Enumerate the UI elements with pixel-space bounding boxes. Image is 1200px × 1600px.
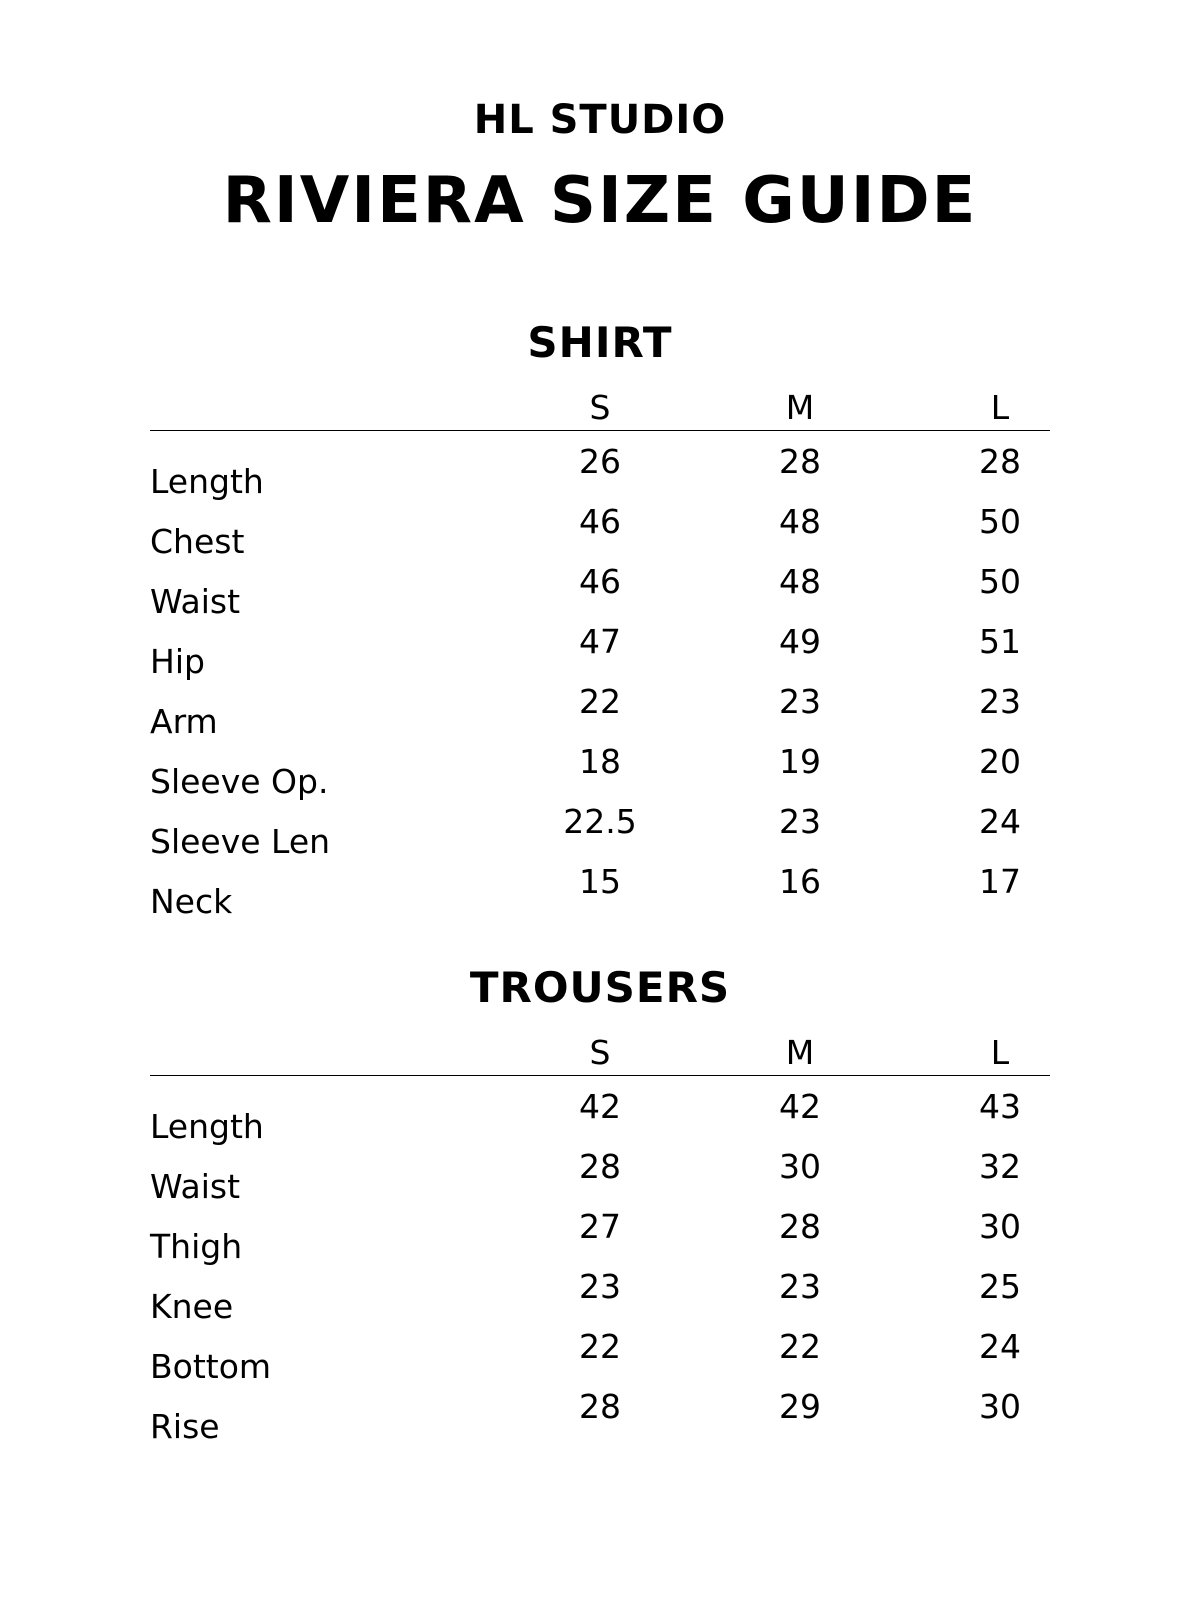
cell-s: 22.5 — [563, 802, 637, 841]
cell-s: 15 — [579, 862, 621, 901]
shirt-size-header-l: L — [990, 388, 1010, 427]
shirt-size-header-s: S — [589, 388, 611, 427]
cell-m: 48 — [779, 562, 821, 601]
cell-s: 42 — [579, 1087, 621, 1126]
row-label: Sleeve Op. — [150, 762, 329, 801]
table-row — [150, 1147, 1050, 1207]
cell-s: 28 — [579, 1147, 621, 1186]
cell-m: 30 — [779, 1147, 821, 1186]
table-row — [150, 1207, 1050, 1267]
row-label: Knee — [150, 1287, 234, 1326]
cell-s: 46 — [579, 562, 621, 601]
table-row — [150, 622, 1050, 682]
trousers-heading: TROUSERS — [469, 963, 731, 1012]
page-title: RIVIERA SIZE GUIDE — [222, 164, 978, 238]
cell-s: 26 — [579, 442, 621, 481]
cell-m: 49 — [779, 622, 821, 661]
row-label: Chest — [150, 522, 245, 561]
trousers-size-header-l: L — [990, 1033, 1010, 1072]
cell-s: 23 — [579, 1267, 621, 1306]
cell-l: 24 — [979, 1327, 1021, 1366]
row-label: Thigh — [150, 1227, 243, 1266]
row-label: Length — [150, 462, 264, 501]
table-row — [150, 502, 1050, 562]
shirt-heading: SHIRT — [527, 318, 673, 367]
row-label: Waist — [150, 582, 241, 621]
table-row — [150, 802, 1050, 862]
cell-m: 16 — [779, 862, 821, 901]
table-row — [150, 1267, 1050, 1327]
trousers-size-header-s: S — [589, 1033, 611, 1072]
table-row — [150, 442, 1050, 502]
cell-s: 46 — [579, 502, 621, 541]
row-label: Arm — [150, 702, 218, 741]
table-row — [150, 682, 1050, 742]
cell-l: 24 — [979, 802, 1021, 841]
cell-m: 28 — [779, 442, 821, 481]
cell-m: 23 — [779, 802, 821, 841]
row-label: Sleeve Len — [150, 822, 331, 861]
table-row — [150, 562, 1050, 622]
cell-l: 30 — [979, 1387, 1021, 1426]
row-label: Neck — [150, 882, 233, 921]
cell-s: 27 — [579, 1207, 621, 1246]
cell-l: 23 — [979, 682, 1021, 721]
cell-m: 48 — [779, 502, 821, 541]
cell-s: 18 — [579, 742, 621, 781]
cell-s: 28 — [579, 1387, 621, 1426]
cell-l: 20 — [979, 742, 1021, 781]
table-row — [150, 1087, 1050, 1147]
cell-m: 22 — [779, 1327, 821, 1366]
row-label: Length — [150, 1107, 264, 1146]
cell-m: 23 — [779, 1267, 821, 1306]
cell-m: 19 — [779, 742, 821, 781]
cell-l: 50 — [979, 502, 1021, 541]
cell-l: 51 — [979, 622, 1021, 661]
table-row — [150, 862, 1050, 922]
cell-m: 28 — [779, 1207, 821, 1246]
table-row — [150, 1327, 1050, 1387]
cell-l: 17 — [979, 862, 1021, 901]
cell-l: 43 — [979, 1087, 1021, 1126]
cell-m: 29 — [779, 1387, 821, 1426]
row-label: Bottom — [150, 1347, 272, 1386]
cell-s: 47 — [579, 622, 621, 661]
table-row — [150, 742, 1050, 802]
row-label: Rise — [150, 1407, 220, 1446]
shirt-size-header-m: M — [785, 388, 815, 427]
row-label: Waist — [150, 1167, 241, 1206]
shirt-rows — [150, 442, 1050, 922]
cell-l: 25 — [979, 1267, 1021, 1306]
cell-l: 50 — [979, 562, 1021, 601]
cell-s: 22 — [579, 1327, 621, 1366]
cell-m: 23 — [779, 682, 821, 721]
trousers-header-divider — [150, 1075, 1050, 1076]
shirt-header-divider — [150, 430, 1050, 431]
cell-l: 28 — [979, 442, 1021, 481]
brand-name: HL STUDIO — [473, 97, 727, 143]
trousers-rows — [150, 1087, 1050, 1447]
cell-l: 30 — [979, 1207, 1021, 1246]
cell-l: 32 — [979, 1147, 1021, 1186]
trousers-size-header-m: M — [785, 1033, 815, 1072]
cell-s: 22 — [579, 682, 621, 721]
cell-m: 42 — [779, 1087, 821, 1126]
table-row — [150, 1387, 1050, 1447]
row-label: Hip — [150, 642, 205, 681]
